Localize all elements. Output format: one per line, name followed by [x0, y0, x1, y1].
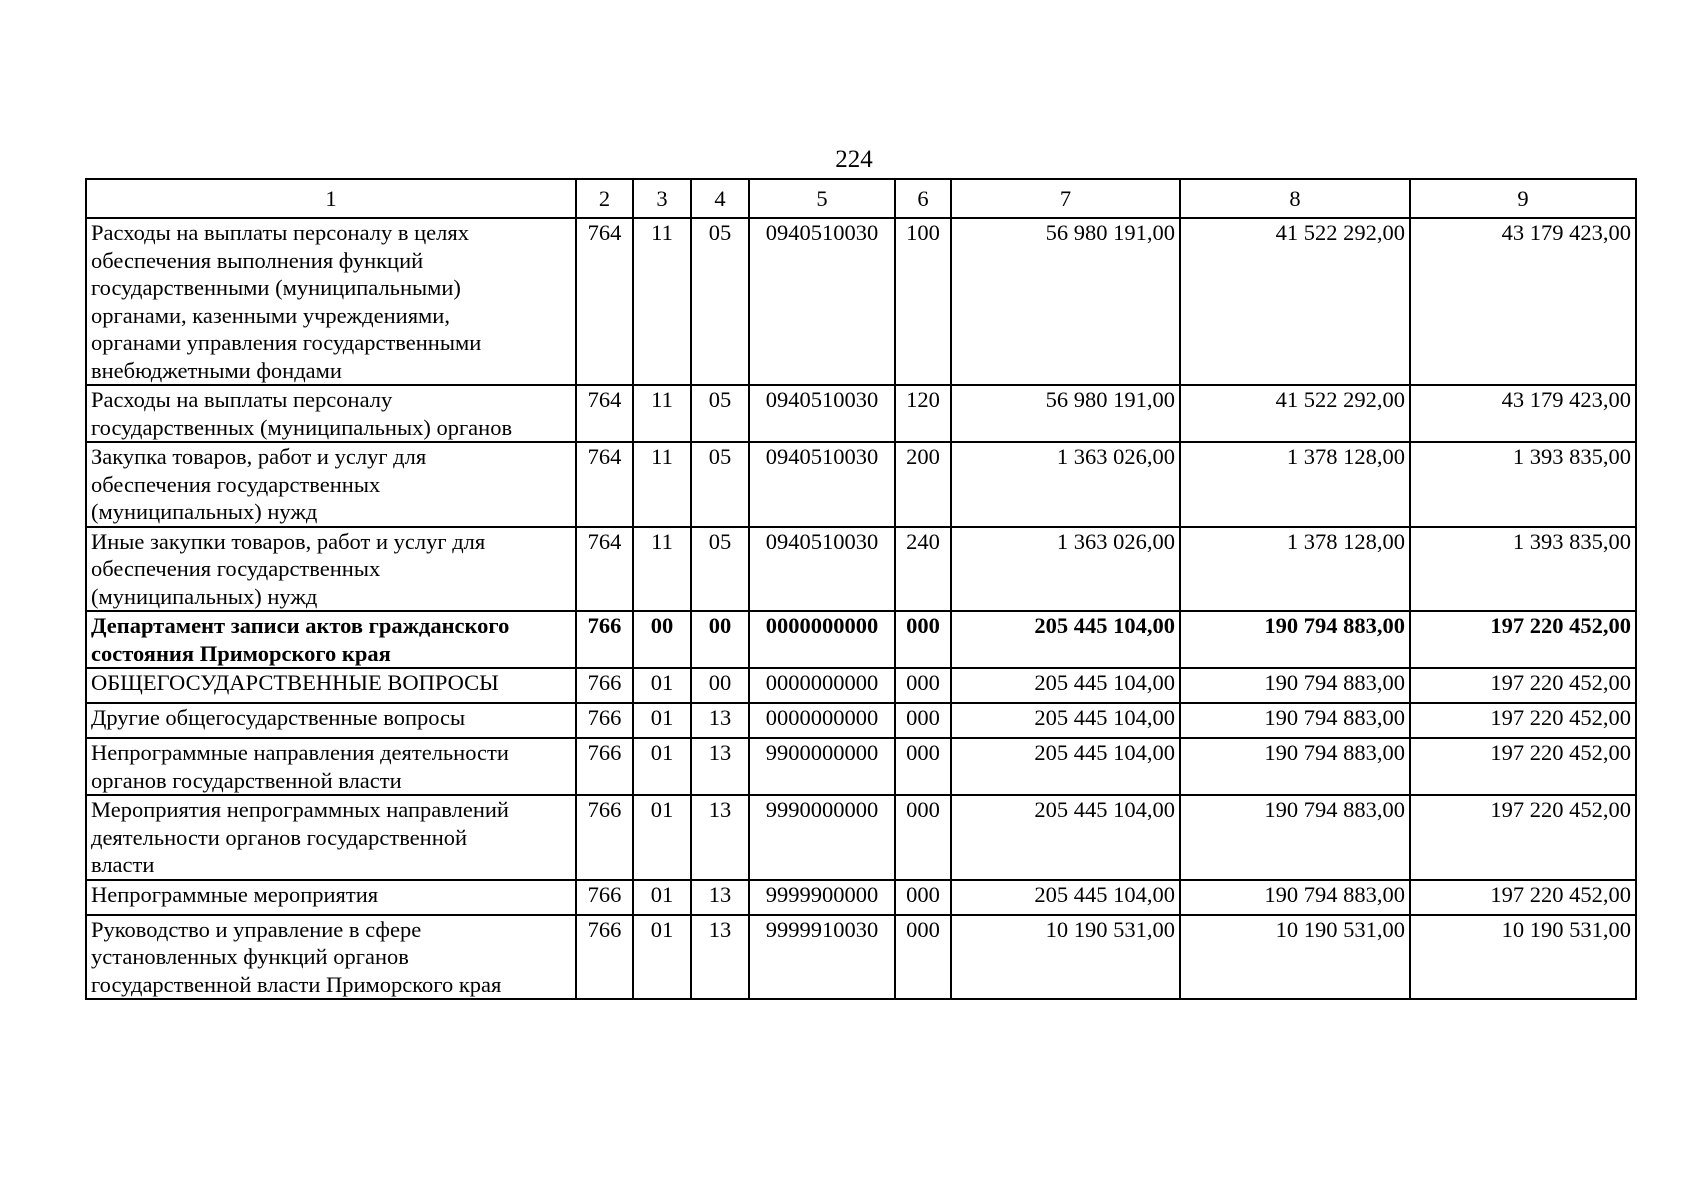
table-row	[86, 703, 1636, 738]
amount-year1-cell: 205 445 104,00	[951, 795, 1180, 880]
amount-year1-cell: 205 445 104,00	[951, 668, 1180, 703]
target-article-cell: 9999900000	[749, 880, 895, 915]
amount-year2-cell: 190 794 883,00	[1180, 880, 1410, 915]
row-name-cell	[86, 668, 576, 703]
target-article-cell: 0940510030	[749, 442, 895, 527]
target-article-cell: 0940510030	[749, 385, 895, 442]
row-name-line: обеспечения государственных	[91, 471, 381, 497]
row-name-line: ОБЩЕГОСУДАРСТВЕННЫЕ ВОПРОСЫ	[91, 670, 499, 695]
ministry-code-cell: 764	[576, 442, 633, 527]
row-name-cell	[86, 385, 576, 442]
amount-year1-cell: 56 980 191,00	[951, 385, 1180, 442]
amount-year2-cell: 190 794 883,00	[1180, 703, 1410, 738]
expense-type-cell: 000	[895, 738, 951, 795]
row-name-line: государственной власти Приморского края	[91, 971, 502, 997]
subsection-code-cell: 05	[691, 218, 749, 385]
row-name-line: Иные закупки товаров, работ и услуг для	[91, 528, 486, 554]
column-header: 6	[895, 179, 951, 218]
section-code-cell: 00	[633, 611, 691, 668]
column-header: 7	[951, 179, 1180, 218]
row-name-line: обеспечения выполнения функций	[91, 247, 424, 273]
row-name-line: Мероприятия непрограммных направлений	[91, 797, 509, 822]
row-name-cell	[86, 611, 576, 668]
section-code-cell: 01	[633, 703, 691, 738]
row-name-line: Расходы на выплаты персоналу	[91, 387, 393, 412]
table-row	[86, 527, 1636, 612]
row-name-line: установленных функций органов	[91, 944, 409, 969]
section-code-cell: 01	[633, 915, 691, 1000]
section-code-cell: 11	[633, 527, 691, 612]
row-name-line: (муниципальных) нужд	[91, 499, 318, 524]
table-row	[86, 915, 1636, 1000]
subsection-code-cell: 05	[691, 385, 749, 442]
expense-type-cell: 000	[895, 611, 951, 668]
target-article-cell: 0000000000	[749, 668, 895, 703]
target-article-cell: 9999910030	[749, 915, 895, 1000]
ministry-code-cell: 766	[576, 611, 633, 668]
column-header: 1	[86, 179, 576, 218]
expense-type-cell: 000	[895, 795, 951, 880]
row-name-cell	[86, 703, 576, 738]
row-name-line: внебюджетными фондами	[91, 357, 342, 383]
row-name-line: (муниципальных) нужд	[91, 583, 318, 609]
ministry-code-cell: 766	[576, 795, 633, 880]
row-name-cell	[86, 527, 576, 612]
table-row	[86, 218, 1636, 385]
amount-year3-cell: 43 179 423,00	[1410, 218, 1636, 385]
column-header: 2	[576, 179, 633, 218]
ministry-code-cell: 766	[576, 703, 633, 738]
amount-year1-cell: 205 445 104,00	[951, 611, 1180, 668]
table-row	[86, 795, 1636, 880]
row-name-cell	[86, 795, 576, 880]
expense-type-cell: 200	[895, 442, 951, 527]
row-name-line: Закупка товаров, работ и услуг для	[91, 444, 427, 469]
amount-year2-cell: 41 522 292,00	[1180, 385, 1410, 442]
ministry-code-cell: 764	[576, 218, 633, 385]
section-code-cell: 11	[633, 218, 691, 385]
amount-year2-cell: 190 794 883,00	[1180, 668, 1410, 703]
row-name-line: Непрограммные мероприятия	[91, 881, 379, 907]
amount-year1-cell: 1 363 026,00	[951, 527, 1180, 612]
table-row	[86, 668, 1636, 703]
amount-year3-cell: 43 179 423,00	[1410, 385, 1636, 442]
amount-year2-cell: 1 378 128,00	[1180, 527, 1410, 612]
subsection-code-cell: 13	[691, 738, 749, 795]
section-code-cell: 11	[633, 385, 691, 442]
amount-year2-cell: 41 522 292,00	[1180, 218, 1410, 385]
column-header: 8	[1180, 179, 1410, 218]
section-code-cell: 01	[633, 738, 691, 795]
amount-year3-cell: 197 220 452,00	[1410, 738, 1636, 795]
row-name-line: органами управления государственными	[91, 330, 482, 355]
expense-type-cell: 000	[895, 668, 951, 703]
amount-year2-cell: 190 794 883,00	[1180, 795, 1410, 880]
row-name-line: Департамент записи актов гражданского	[91, 613, 510, 638]
row-name-line: деятельности органов государственной	[91, 824, 468, 850]
row-name-line: Руководство и управление в сфере	[91, 916, 422, 942]
column-header: 3	[633, 179, 691, 218]
ministry-code-cell: 766	[576, 668, 633, 703]
ministry-code-cell: 766	[576, 880, 633, 915]
amount-year1-cell: 56 980 191,00	[951, 218, 1180, 385]
amount-year3-cell: 197 220 452,00	[1410, 795, 1636, 880]
subsection-code-cell: 13	[691, 795, 749, 880]
target-article-cell: 0000000000	[749, 611, 895, 668]
section-code-cell: 01	[633, 668, 691, 703]
expense-type-cell: 000	[895, 703, 951, 738]
subsection-code-cell: 05	[691, 527, 749, 612]
amount-year1-cell: 1 363 026,00	[951, 442, 1180, 527]
expense-type-cell: 100	[895, 218, 951, 385]
amount-year1-cell: 10 190 531,00	[951, 915, 1180, 1000]
row-name-cell	[86, 915, 576, 1000]
table-row	[86, 385, 1636, 442]
subsection-code-cell: 13	[691, 880, 749, 915]
amount-year1-cell: 205 445 104,00	[951, 880, 1180, 915]
row-name-line: Непрограммные направления деятельности	[91, 740, 509, 765]
amount-year3-cell: 197 220 452,00	[1410, 880, 1636, 915]
budget-table	[85, 178, 1637, 1000]
subsection-code-cell: 13	[691, 915, 749, 1000]
table-row	[86, 442, 1636, 527]
table-row	[86, 880, 1636, 915]
table-body	[86, 218, 1636, 999]
amount-year3-cell: 197 220 452,00	[1410, 703, 1636, 738]
column-header: 9	[1410, 179, 1636, 218]
row-name-line: органами, казенными учреждениями,	[91, 302, 450, 328]
ministry-code-cell: 766	[576, 915, 633, 1000]
amount-year3-cell: 197 220 452,00	[1410, 668, 1636, 703]
target-article-cell: 9990000000	[749, 795, 895, 880]
amount-year2-cell: 190 794 883,00	[1180, 738, 1410, 795]
row-name-cell	[86, 218, 576, 385]
target-article-cell: 0940510030	[749, 527, 895, 612]
row-name-cell	[86, 442, 576, 527]
subsection-code-cell: 00	[691, 611, 749, 668]
table-row	[86, 611, 1636, 668]
subsection-code-cell: 05	[691, 442, 749, 527]
amount-year3-cell: 10 190 531,00	[1410, 915, 1636, 1000]
target-article-cell: 0000000000	[749, 703, 895, 738]
expense-type-cell: 120	[895, 385, 951, 442]
target-article-cell: 9900000000	[749, 738, 895, 795]
table-header-row	[86, 179, 1636, 218]
page-number: 224	[835, 146, 873, 173]
row-name-line: Расходы на выплаты персоналу в целях	[91, 220, 469, 245]
amount-year2-cell: 10 190 531,00	[1180, 915, 1410, 1000]
expense-type-cell: 000	[895, 880, 951, 915]
amount-year1-cell: 205 445 104,00	[951, 703, 1180, 738]
expense-type-cell: 240	[895, 527, 951, 612]
table-row	[86, 738, 1636, 795]
row-name-cell	[86, 880, 576, 915]
row-name-line: Другие общегосударственные вопросы	[91, 705, 466, 730]
row-name-cell	[86, 738, 576, 795]
row-name-line: государственными (муниципальными)	[91, 275, 461, 300]
ministry-code-cell: 766	[576, 738, 633, 795]
subsection-code-cell: 13	[691, 703, 749, 738]
section-code-cell: 01	[633, 795, 691, 880]
column-header: 5	[749, 179, 895, 218]
row-name-line: власти	[91, 852, 155, 877]
column-header: 4	[691, 179, 749, 218]
amount-year1-cell: 205 445 104,00	[951, 738, 1180, 795]
target-article-cell: 0940510030	[749, 218, 895, 385]
amount-year3-cell: 1 393 835,00	[1410, 527, 1636, 612]
row-name-line: государственных (муниципальных) органов	[91, 414, 513, 440]
ministry-code-cell: 764	[576, 385, 633, 442]
expense-type-cell: 000	[895, 915, 951, 1000]
amount-year3-cell: 1 393 835,00	[1410, 442, 1636, 527]
amount-year3-cell: 197 220 452,00	[1410, 611, 1636, 668]
section-code-cell: 11	[633, 442, 691, 527]
row-name-line: органов государственной власти	[91, 767, 402, 793]
amount-year2-cell: 1 378 128,00	[1180, 442, 1410, 527]
section-code-cell: 01	[633, 880, 691, 915]
ministry-code-cell: 764	[576, 527, 633, 612]
amount-year2-cell: 190 794 883,00	[1180, 611, 1410, 668]
row-name-line: состояния Приморского края	[91, 640, 391, 666]
row-name-line: обеспечения государственных	[91, 556, 381, 581]
subsection-code-cell: 00	[691, 668, 749, 703]
